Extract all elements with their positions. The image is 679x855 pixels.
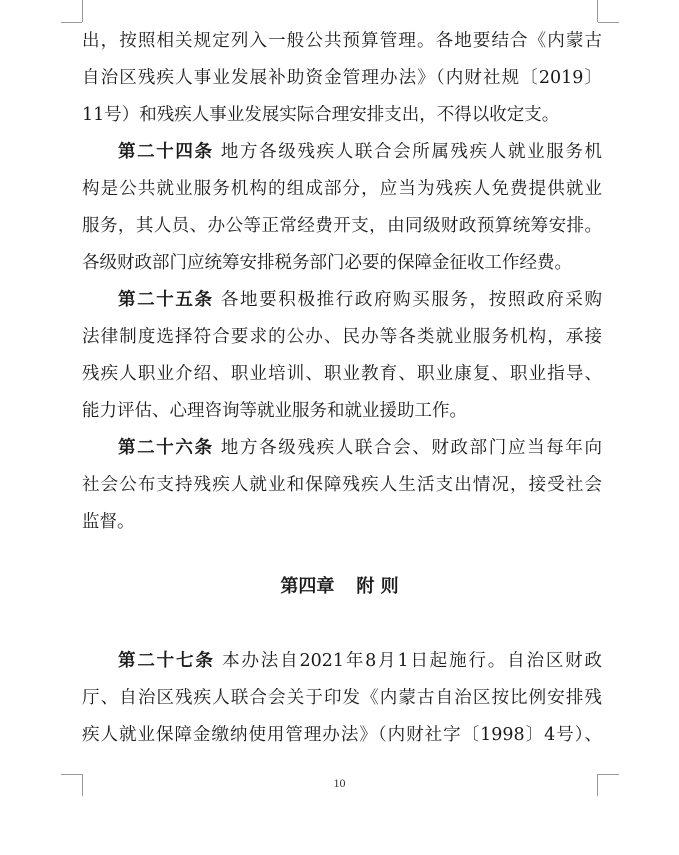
text-line: 服务，其人员、办公等正常经费开支，由同级财政预算统筹安排。 [82, 216, 602, 236]
article-27-heading: 第二十七条 [118, 651, 215, 671]
text-line: 出，按照相关规定列入一般公共预算管理。各地要结合《内蒙古 [82, 31, 602, 51]
text-line: 厅、自治区残疾人联合会关于印发《内蒙古自治区按比例安排残 [82, 688, 602, 708]
text-line: 残疾人职业介绍、职业培训、职业教育、职业康复、职业指导、 [82, 364, 602, 384]
text-line: 11号）和残疾人事业发展实际合理安排支出，不得以收定支。 [82, 105, 560, 125]
crop-mark-bottom-right-h [598, 774, 619, 775]
article-24-first-line [82, 134, 602, 171]
text-line: 疾人就业保障金缴纳使用管理办法》（内财社字〔1998〕4号）、 [82, 725, 602, 745]
text-line: 各级财政部门应统筹安排税务部门必要的保障金征收工作经费。 [82, 253, 572, 273]
text-line: 构是公共就业服务机构的组成部分，应当为残疾人免费提供就业 [82, 179, 602, 199]
article-26-heading: 第二十六条 [118, 438, 214, 458]
crop-mark-top-right-v [597, 0, 598, 22]
article-26-first-text: 地方各级残疾人联合会、财政部门应当每年向 [220, 438, 602, 458]
chapter-heading [0, 572, 679, 598]
article-27-first-line [82, 643, 602, 680]
text-line: 社会公布支持残疾人就业和保障残疾人生活支出情况，接受社会 [82, 475, 602, 495]
crop-mark-bottom-left-h [61, 774, 82, 775]
chapter-number: 第四章 [280, 576, 335, 597]
text-line: 能力评估、心理咨询等就业服务和就业援助工作。 [82, 401, 467, 421]
article-24-first-text: 地方各级残疾人联合会所属残疾人就业服务机 [220, 142, 602, 162]
chapter-title: 附 则 [356, 576, 399, 597]
body-text-top [82, 23, 602, 541]
article-25-first-line [82, 282, 602, 319]
text-line: 自治区残疾人事业发展补助资金管理办法》（内财社规〔2019〕 [82, 68, 602, 88]
article-25-first-text: 各地要积极推行政府购买服务，按照政府采购 [220, 290, 602, 310]
crop-mark-top-left-h [61, 22, 82, 23]
article-25-heading: 第二十五条 [118, 290, 214, 310]
crop-mark-top-left-v [82, 0, 83, 22]
article-26-first-line [82, 430, 602, 467]
article-24-heading: 第二十四条 [118, 142, 214, 162]
text-line: 法律制度选择符合要求的公办、民办等各类就业服务机构，承接 [82, 327, 602, 347]
article-27-first-text: 本办法自2021年8月1日起施行。自治区财政 [222, 651, 602, 671]
page-number: 10 [333, 776, 346, 790]
body-text-bottom [82, 643, 602, 754]
text-line: 监督。 [82, 512, 135, 532]
